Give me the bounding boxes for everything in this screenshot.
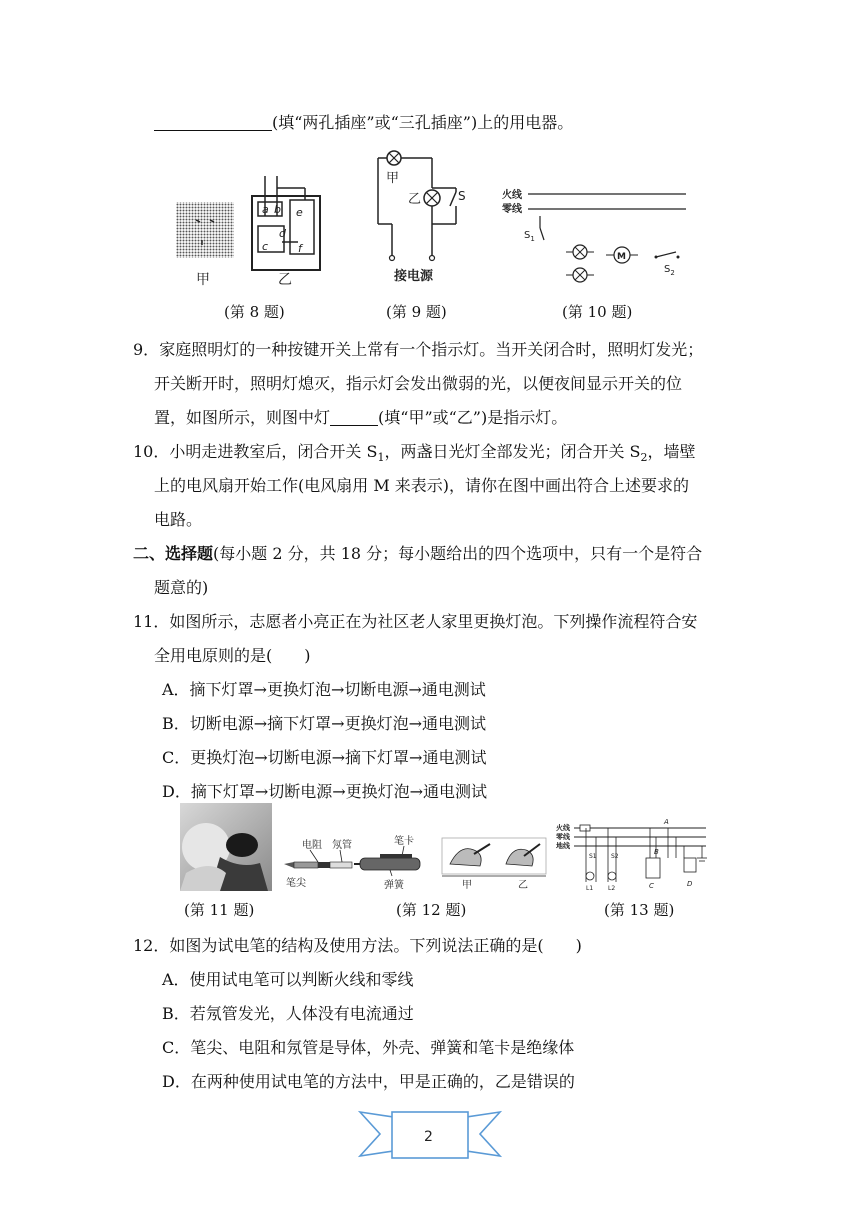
q11-option-d: D．摘下灯罩→切断电源→更换灯泡→通电测试 xyxy=(162,782,488,801)
label-power: 接电源 xyxy=(394,269,434,284)
label-point-d: D xyxy=(687,880,693,888)
lamp-l2-icon xyxy=(608,872,616,880)
caption-fig10: (第 10 题) xyxy=(562,303,633,321)
label-s1: S1 xyxy=(589,853,597,860)
label-l1: L1 xyxy=(586,885,594,892)
q8-tail-text: (填“两孔插座”或“三孔插座”)上的用电器。 xyxy=(272,113,574,132)
label-s2: S2 xyxy=(611,853,619,860)
section-2-heading: 二、选择题(每小题 2 分，共 18 分；每小题给出的四个选项中，只有一个是符合 xyxy=(133,544,703,563)
label-yi: 乙 xyxy=(278,272,292,288)
figure-12-usage xyxy=(440,832,550,892)
q12-option-c: C．笔尖、电阻和氖管是导体，外壳、弹簧和笔卡是绝缘体 xyxy=(162,1038,575,1057)
socket-photo xyxy=(176,202,234,258)
q9-line-3: 置，如图所示，则图中灯 (填“甲”或“乙”)是指示灯。 xyxy=(154,408,568,427)
q11-line-2: 全用电原则的是( ) xyxy=(154,646,311,665)
caption-fig9: (第 9 题) xyxy=(386,303,447,321)
figure-8 xyxy=(170,170,330,290)
label-d: d xyxy=(279,227,286,240)
label-s1: $S_1$ xyxy=(524,230,535,243)
page-number: 2 xyxy=(424,1129,433,1145)
label-spring: 弹簧 xyxy=(384,880,404,891)
page-number-ribbon xyxy=(356,1104,504,1164)
q12-option-d: D．在两种使用试电笔的方法中，甲是正确的，乙是错误的 xyxy=(162,1072,575,1091)
label-pen-clip: 笔卡 xyxy=(394,836,414,847)
label-resistor: 电阻 xyxy=(302,840,322,851)
socket-d-icon xyxy=(684,858,696,872)
q8-tail-line xyxy=(154,112,573,134)
label-l2: L2 xyxy=(608,885,616,892)
label-ground: 地线 xyxy=(556,842,570,850)
label-pen-tip: 笔尖 xyxy=(286,878,306,889)
lamp-l1-icon xyxy=(586,872,594,880)
q12-line-1: 12．如图为试电笔的结构及使用方法。下列说法正确的是( ) xyxy=(133,936,582,955)
caption-fig8: (第 8 题) xyxy=(224,303,285,321)
answer-blank xyxy=(154,114,272,131)
label-motor: M xyxy=(617,252,626,262)
q10-line-3: 电路。 xyxy=(154,510,203,529)
label-jia: 甲 xyxy=(196,272,210,288)
q10-line-2: 上的电风扇开始工作(电风扇用 M 来表示)，请你在图中画出符合上述要求的 xyxy=(154,476,690,495)
figure-10 xyxy=(500,180,700,284)
label-c: c xyxy=(262,240,269,253)
q11-option-c: C．更换灯泡→切断电源→摘下灯罩→通电测试 xyxy=(162,748,487,767)
socket-c-icon xyxy=(646,858,660,878)
label-neutral-wire: 零线 xyxy=(502,204,522,215)
label-switch: S xyxy=(458,189,466,203)
figure-12-pen xyxy=(280,832,430,894)
q11-line-1: 11．如图所示，志愿者小亮正在为社区老人家里更换灯泡。下列操作流程符合安 xyxy=(133,612,698,631)
q10-line-1: 10．小明走进教室后，闭合开关 $S_1$，两盏日光灯全部发光；闭合开关 $S_2$，墙壁 xyxy=(133,442,696,465)
figure-11 xyxy=(180,803,272,891)
figure-9 xyxy=(370,148,470,284)
label-usage-yi: 乙 xyxy=(518,880,528,891)
label-point-b: B xyxy=(654,848,659,856)
label-a: a xyxy=(262,203,269,216)
caption-fig11: (第 11 题) xyxy=(184,901,255,919)
label-f: f xyxy=(298,242,302,255)
q11-option-b: B．切断电源→摘下灯罩→更换灯泡→通电测试 xyxy=(162,714,486,733)
switch-icon xyxy=(450,192,456,206)
label-point-a: A xyxy=(664,818,669,826)
label-lamp-jia: 甲 xyxy=(386,171,400,186)
pen-tip-icon xyxy=(284,862,294,868)
label-e: e xyxy=(296,206,303,219)
pen-body-icon xyxy=(360,858,420,870)
q9-line-1: 9．家庭照明灯的一种按键开关上常有一个指示灯。当开关闭合时，照明灯发光； xyxy=(133,340,704,359)
fuse-icon xyxy=(580,825,590,831)
answer-blank xyxy=(330,409,378,426)
caption-fig13: (第 13 题) xyxy=(604,901,675,919)
label-b: b xyxy=(274,203,281,216)
q12-option-b: B．若氖管发光，人体没有电流通过 xyxy=(162,1004,414,1023)
caption-fig12: (第 12 题) xyxy=(396,901,467,919)
label-lamp-yi: 乙 xyxy=(408,192,422,207)
switch-s2-icon xyxy=(656,252,676,257)
label-neon-tube: 氖管 xyxy=(332,840,352,851)
label-usage-jia: 甲 xyxy=(462,880,472,891)
label-live-wire: 火线 xyxy=(502,190,522,201)
q12-option-a: A．使用试电笔可以判断火线和零线 xyxy=(162,970,414,989)
label-live: 火线 xyxy=(556,824,570,832)
q9-line-2: 开关断开时，照明灯熄灭，指示灯会发出微弱的光，以便夜间显示开关的位 xyxy=(154,374,683,393)
label-point-c: C xyxy=(649,882,654,890)
q11-option-a: A．摘下灯罩→更换灯泡→切断电源→通电测试 xyxy=(162,680,486,699)
section-2-line-2: 题意的) xyxy=(154,578,209,597)
label-s2: $S_2$ xyxy=(664,264,675,277)
label-neutral: 零线 xyxy=(556,833,570,841)
figure-13 xyxy=(556,818,716,896)
